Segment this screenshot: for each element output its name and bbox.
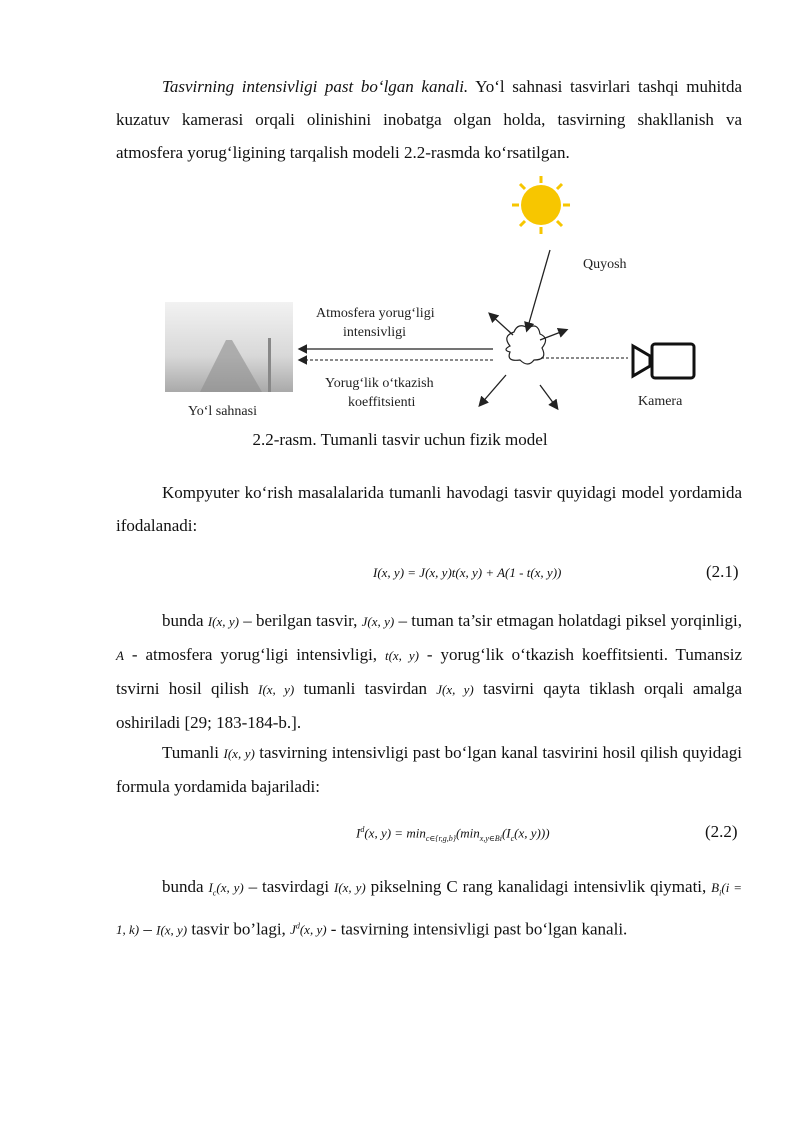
eq-part: J <box>290 921 296 937</box>
sun-icon <box>512 176 570 234</box>
eq-part: i <box>719 888 722 898</box>
text: – berilgan tasvir, <box>238 611 362 630</box>
eq-part: (x, y) = min <box>364 825 426 841</box>
eq-part: d <box>360 825 365 834</box>
eq-part: (x, y))) <box>514 825 550 841</box>
definitions-paragraph <box>116 604 742 739</box>
eq-part: c∈{r,g,b} <box>425 833 456 843</box>
intro-text: Yo‘l sahnasi tasvirlari tashqi muhitda kuzatuv kamerasi orqali olinishini inobatga olgan holda, tasvirning shakllanish va atmosfera yorug‘ligining tarqalish modeli 2.2-rasmda ko‘rsatilgan. <box>116 77 742 162</box>
text: - yorug‘lik o‘tkazish koeffitsienti. Tumansiz tsvirni hosil qilish <box>116 645 742 698</box>
math-I: I(x, y) <box>223 746 255 761</box>
text: bunda <box>162 611 208 630</box>
model-intro-paragraph: Kompyuter ko‘rish masalalarida tumanli havodagi tasvir quyidagi model yordamida ifodalanadi: <box>116 483 742 535</box>
text: Tumanli <box>162 743 224 762</box>
dark-channel-definitions-paragraph <box>116 870 742 946</box>
text: - atmosfera yorug‘ligi intensivligi, <box>123 645 385 664</box>
math-I: I(x, y) <box>258 682 295 697</box>
eq-part: c <box>212 888 217 898</box>
eq-part: x,y∈B <box>479 833 500 843</box>
road-scene-image <box>165 302 293 392</box>
math-J: J(x, y) <box>436 682 474 697</box>
dark-channel-intro-paragraph <box>116 736 742 803</box>
eq-part: d <box>295 921 300 931</box>
text: - tasvirning intensivligi past bo‘lgan kanali. <box>326 918 628 938</box>
eq-part: I <box>208 880 213 895</box>
math-Ic <box>208 880 244 898</box>
eq-part: (i = 1, k) <box>116 880 742 937</box>
text: – <box>139 918 157 938</box>
eq-part: (x, y) <box>299 921 327 937</box>
eq-part: c <box>510 833 515 843</box>
eq-part: B <box>711 880 720 895</box>
eq-part: (min <box>455 825 480 841</box>
transmission-label-2: koeffitsienti <box>348 395 416 410</box>
figure-caption: 2.2-rasm. Tumanli tasvir uchun fizik model <box>252 430 548 449</box>
eq-part: (x, y) <box>216 880 244 895</box>
section-lead: Tasvirning intensivligi past bo‘lgan kanali. <box>162 77 469 96</box>
math-I: I(x, y) <box>156 921 188 937</box>
math-I: I(x, y) <box>207 614 239 629</box>
text: pikselning C rang kanalidagi intensivlik qiymati, <box>365 877 712 896</box>
math-I: I(x, y) <box>333 880 366 895</box>
math-J: J(x, y) <box>361 614 395 629</box>
text: tumanli tasvirdan <box>294 679 437 698</box>
eq-part: (I <box>501 825 511 841</box>
equation-2-2 <box>356 825 550 843</box>
eq-part: i <box>499 833 502 843</box>
equation-2-2-number: (2.2) <box>705 822 738 841</box>
atmosphere-label-1: Atmosfera yorug‘ligi <box>316 306 435 321</box>
text: bunda <box>162 877 209 896</box>
scatter-arrows <box>480 250 566 408</box>
text: tasvirning intensivligi past bo‘lgan kanal tasvirini hosil qilish quyidagi formula yordamida bajariladi: <box>116 743 742 796</box>
math-t: t(x, y) <box>384 648 419 663</box>
text: tasvirni qayta tiklash orqali amalga oshiriladi [29; 183-184-b.]. <box>116 679 743 732</box>
road-scene-label: Yo‘l sahnasi <box>188 404 257 419</box>
text: tasvir bo’lagi, <box>187 918 291 938</box>
atmosphere-label-2: intensivligi <box>343 325 406 340</box>
sun-label: Quyosh <box>583 257 627 272</box>
particle-cloud-icon <box>506 326 546 364</box>
camera-label: Kamera <box>638 394 683 409</box>
math-Jd <box>290 922 326 937</box>
transmission-label-1: Yorug‘lik o‘tkazish <box>325 376 434 391</box>
haze-model-figure <box>0 0 800 430</box>
eq-part: I <box>356 825 361 841</box>
text: – tasvirdagi <box>243 877 334 896</box>
text: – tuman ta’sir etmagan holatdagi piksel yorqinligi, <box>394 611 742 630</box>
equation-2-1-number: (2.1) <box>706 562 739 581</box>
camera-icon <box>633 344 694 378</box>
math-A: A <box>116 648 124 663</box>
equation-2-1: I(x, y) = J(x, y)t(x, y) + A(1 - t(x, y)) <box>373 565 562 580</box>
